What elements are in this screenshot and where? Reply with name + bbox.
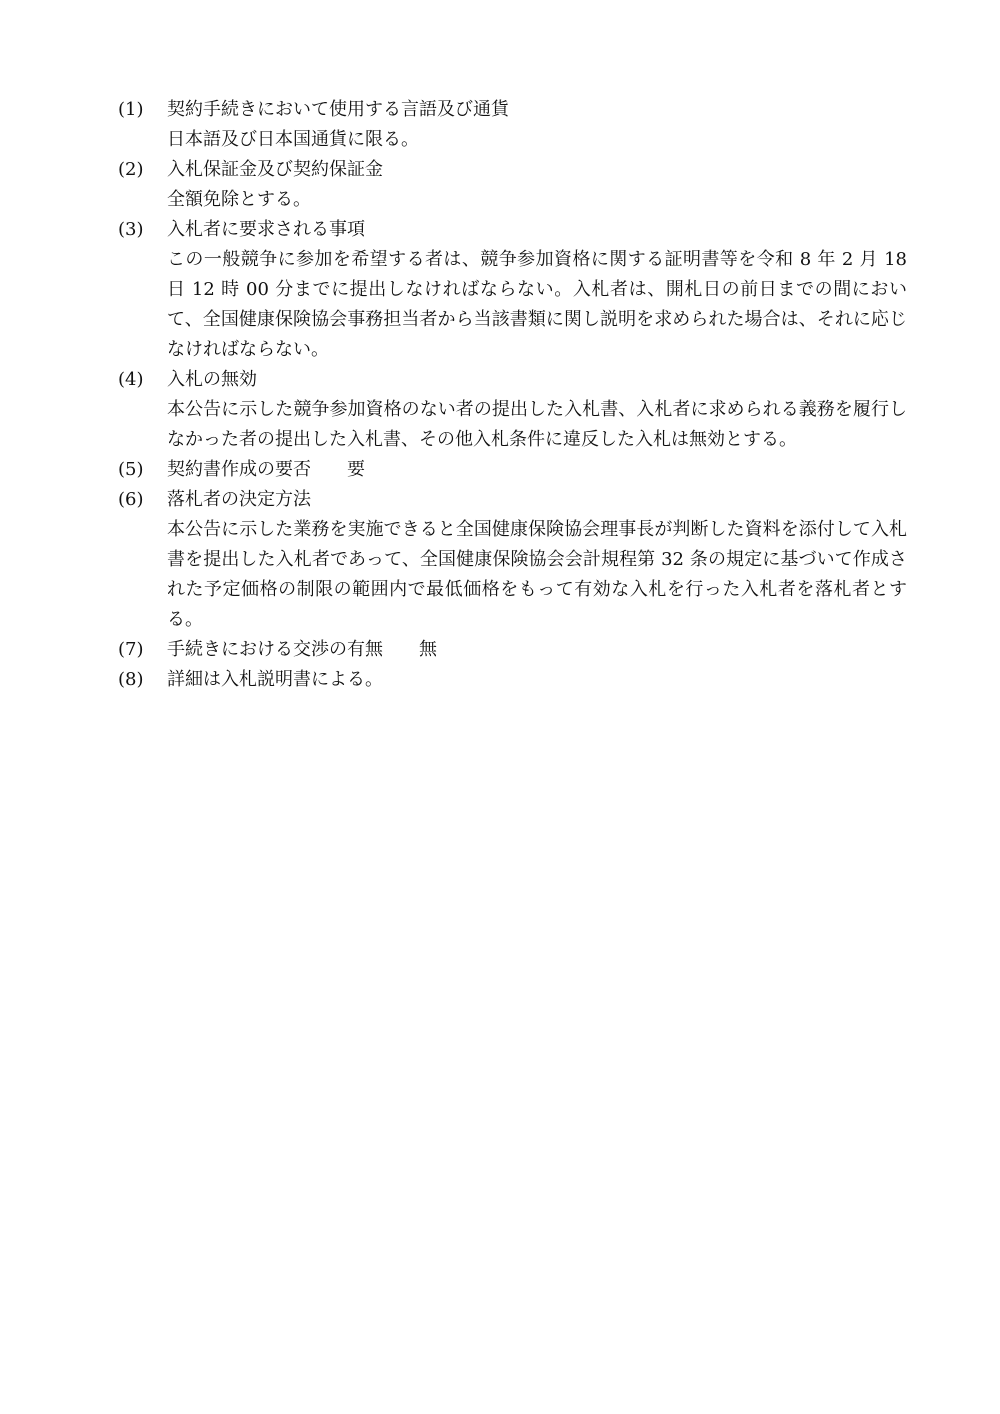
item-body: この一般競争に参加を希望する者は、競争参加資格に関する証明書等を令和 8 年 2 月 18 日 12 時 00 分までに提出しなければならない。入札者は、開札日の前日までの間において、全国健康保険協会事務担当者から当該書類に関し説明を求められた場合は、それに応じなければならない。 (167, 249, 907, 360)
item-heading: 手続きにおける交渉の有無 (167, 639, 383, 660)
item-number: (5) (118, 459, 144, 480)
item-heading: 契約手続きにおいて使用する言語及び通貨 (167, 99, 509, 120)
notice-item-6 (118, 485, 918, 635)
item-body: 本公告に示した競争参加資格のない者の提出した入札書、入札者に求められる義務を履行しなかった者の提出した入札書、その他入札条件に違反した入札は無効とする。 (167, 399, 907, 450)
item-body: 日本語及び日本国通貨に限る。 (167, 129, 419, 150)
item-number: (4) (118, 369, 144, 390)
notice-item-list (118, 95, 918, 695)
item-number: (6) (118, 489, 144, 510)
item-value: 無 (419, 639, 437, 660)
item-heading: 詳細は入札説明書による。 (167, 669, 383, 690)
item-heading: 契約書作成の要否 (167, 459, 311, 480)
item-heading: 落札者の決定方法 (167, 489, 311, 510)
notice-item-4 (118, 365, 918, 455)
notice-item-3 (118, 215, 918, 365)
item-body: 全額免除とする。 (167, 189, 311, 210)
item-heading: 入札者に要求される事項 (167, 219, 365, 240)
item-value: 要 (347, 459, 365, 480)
item-heading-row (167, 635, 918, 665)
notice-item-1 (118, 95, 918, 155)
notice-item-5 (118, 455, 918, 485)
item-number: (2) (118, 159, 144, 180)
notice-item-8 (118, 665, 918, 695)
item-number: (7) (118, 639, 144, 660)
item-number: (1) (118, 99, 144, 120)
item-heading: 入札保証金及び契約保証金 (167, 159, 383, 180)
item-number: (8) (118, 669, 144, 690)
item-heading: 入札の無効 (167, 369, 257, 390)
notice-item-7 (118, 635, 918, 665)
item-body: 本公告に示した業務を実施できると全国健康保険協会理事長が判断した資料を添付して入札書を提出した入札者であって、全国健康保険協会会計規程第 32 条の規定に基づいて作成された予定価格の制限の範囲内で最低価格をもって有効な入札を行った入札者を落札者とする。 (167, 519, 907, 630)
item-heading-row (167, 455, 918, 485)
item-number: (3) (118, 219, 144, 240)
notice-item-2 (118, 155, 918, 215)
